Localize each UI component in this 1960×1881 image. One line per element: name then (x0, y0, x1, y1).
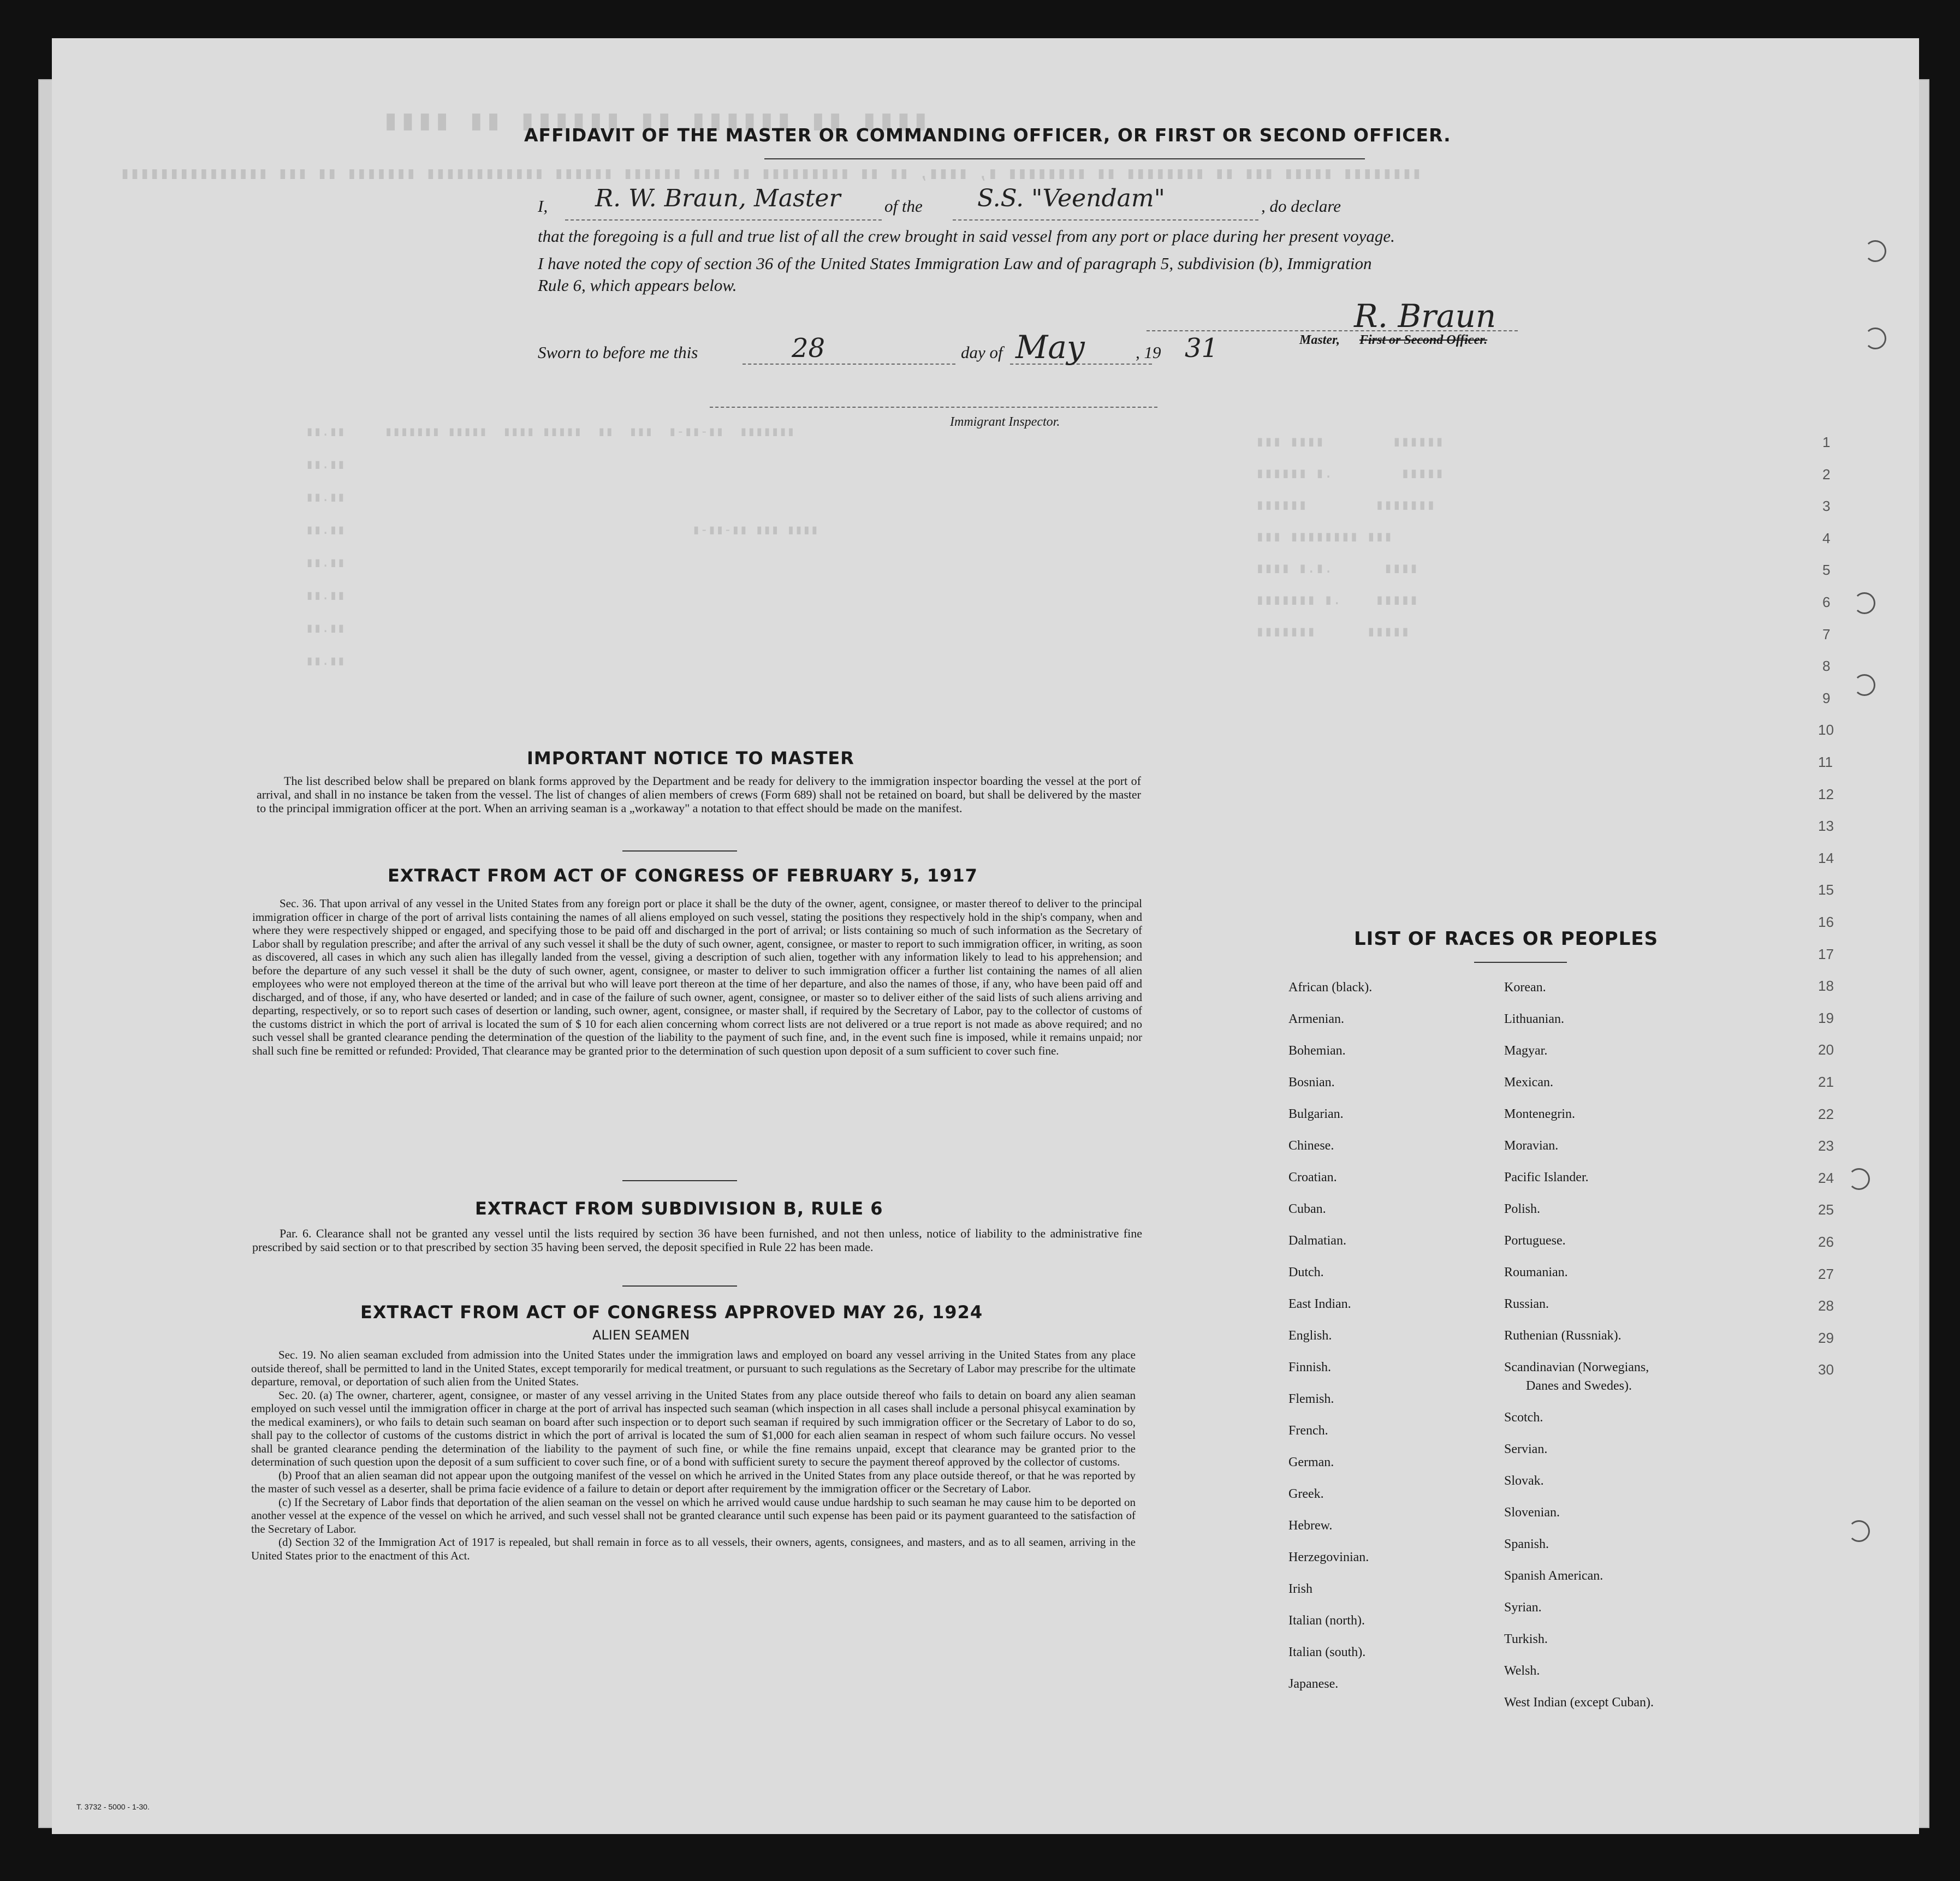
margin-number: 29 (1818, 1329, 1834, 1346)
race-item: Herzegovinian. (1288, 1550, 1369, 1564)
race-item: Slovenian. (1504, 1505, 1560, 1520)
struck-officer-label: First or Second Officer. (1359, 333, 1488, 347)
margin-number: 6 (1822, 594, 1831, 610)
margin-number: 8 (1822, 658, 1831, 675)
race-item: Irish (1288, 1582, 1312, 1596)
margin-number: 15 (1818, 882, 1834, 898)
margin-number: 23 (1818, 1138, 1834, 1154)
sec19-paragraph: Sec. 19. No alien seaman excluded from admission into the United States under the immigration laws and employed on board any vessel arriving in the United States from any place outside thereof, shall be permitted to land in the United States, except temporarily for medical treatment, or pursuant to such regulations as the Secretary of Labor may prescribe for the ultimate departure, removal, or deportation of such alien from the United States. (251, 1348, 1136, 1388)
margin-number: 22 (1818, 1105, 1834, 1122)
affidavit-of-the: of the (884, 197, 923, 216)
race-item: Bohemian. (1288, 1044, 1346, 1058)
sworn-text: Sworn to before me this (538, 343, 698, 362)
races-divider (1474, 962, 1567, 963)
punch-hole (1864, 328, 1886, 349)
race-item: Portuguese. (1504, 1234, 1566, 1248)
margin-number: 25 (1818, 1201, 1834, 1218)
margin-number: 21 (1818, 1074, 1834, 1090)
race-item: Spanish. (1504, 1537, 1549, 1551)
extract-1924-title: EXTRACT FROM ACT OF CONGRESS APPROVED MAY 26, 1924 (360, 1302, 983, 1323)
race-item: Moravian. (1504, 1139, 1559, 1153)
margin-number: 7 (1822, 626, 1831, 642)
race-item: Welsh. (1504, 1664, 1540, 1678)
race-item: Russian. (1504, 1297, 1549, 1311)
race-item: Armenian. (1288, 1012, 1344, 1026)
form-code: T. 3732 - 5000 - 1-30. (76, 1802, 150, 1811)
margin-number: 13 (1818, 818, 1834, 835)
affidavit-title: AFFIDAVIT OF THE MASTER OR COMMANDING OFFICER, OR FIRST OR SECOND OFFICER. (524, 124, 1451, 146)
races-right-column (1504, 972, 1654, 1718)
race-item: Pacific Islander. (1504, 1170, 1589, 1184)
races-left-column (1288, 972, 1372, 1700)
race-item: Lithuanian. (1504, 1012, 1564, 1026)
rule6-divider (622, 1285, 737, 1287)
race-item: Scotch. (1504, 1410, 1543, 1425)
sec36-paragraph: Sec. 36. That upon arrival of any vessel in the United States from any foreign port or place it shall be the duty of the owner, agent, consignee, or master thereof to deliver to the principal immigration officer in charge of the port of arrival lists containing the names of all aliens employed on such vessel, stating the positions they respectively hold in the ship's company, when and where they were respectively shipped or engaged, and specifying those to be paid off and discharged in the port of arrival; or lists containing so much of such information as the Secretary of Labor shall by regulation prescribe; and after the arrival of any such vessel it shall be the duty of such owner, agent, consignee, or master to report to such immigration officer, in writing, as soon as discovered, all cases in which any such alien has illegally landed from the vessel, giving a description of such alien, together with any information likely to lead to his apprehension; and before the departure of any such vessel it shall be the duty of such owner, agent, consignee, or master to deliver to such immigration officer a further list containing the names of all alien employees who were not employed thereon at the time of the arrival but who will leave port thereon at the time of her departure, and also the names of those, if any, who have been paid off and discharged, and of those, if any, who have deserted or landed; and in case of the failure of such owner, agent, consignee, or master so to deliver either of the said lists of such aliens arriving and departing, respectively, or so to report such cases of desertion or landing, such owner, agent, consignee, or master shall, if required by the Secretary of Labor, pay to the collector of customs of the customs district in which the port of arrival is located the sum of $ 10 for each alien concerning whom correct lists are not delivered or a true report is not made as above required; and no such vessel shall be granted clearance pending the determination of the question of the liability to the payment of such fine, and, in the event such fine is imposed, while it remains unpaid; nor shall such fine be remitted or refunded: Provided, That clearance may be granted prior to the determination of such question upon deposit of a sum sufficient to cover such fine. (252, 897, 1142, 1057)
master-name-handwritten: R. W. Braun, Master (595, 184, 841, 212)
race-item: Syrian. (1504, 1600, 1542, 1615)
margin-number: 17 (1818, 945, 1834, 962)
margin-number: 5 (1822, 562, 1831, 579)
race-item: Finnish. (1288, 1360, 1332, 1374)
par6-paragraph: Par. 6. Clearance shall not be granted any vessel until the lists required by section 36 have been furnished, and not then unless, notice of liability to the administrative fine prescribed by said section or to that prescribed by section 35 having been served, the deposit specified in Rule 22 has been made. (252, 1227, 1142, 1254)
race-item: Ruthenian (Russniak). (1504, 1329, 1622, 1343)
race-item: West Indian (except Cuban). (1504, 1695, 1654, 1710)
bleed-through-crew-entries: ▮▮▮ ▮▮▮▮ ▮▮▮▮▮▮ ▮▮▮▮▮▮ ▮. ▮▮▮▮▮ ▮▮▮▮▮▮ ▮▮▮▮▮▮▮ ▮▮▮ ▮▮▮▮▮▮▮▮ ▮▮▮ ▮▮▮▮ ▮.▮. ▮▮▮▮ ▮▮▮▮▮▮▮ ▮. ▮▮▮▮▮ ▮▮▮▮▮▮▮ ▮▮▮▮▮ (1256, 433, 1444, 640)
master-signature: R. Braun (1354, 297, 1496, 335)
race-item: Italian (south). (1288, 1645, 1366, 1659)
margin-number: 11 (1818, 754, 1833, 770)
race-item: Flemish. (1288, 1392, 1334, 1406)
race-item: Korean. (1504, 980, 1546, 995)
race-item: African (black). (1288, 980, 1373, 995)
punch-hole (1854, 592, 1875, 614)
margin-number: 2 (1822, 466, 1831, 483)
day-of-text: day of (961, 343, 1003, 362)
month-handwritten: May (1015, 329, 1085, 366)
race-item: Cuban. (1288, 1202, 1326, 1216)
extract-1917-title: EXTRACT FROM ACT OF CONGRESS OF FEBRUARY 5, 1917 (388, 865, 978, 886)
margin-number: 4 (1822, 529, 1831, 546)
punch-hole (1848, 1168, 1870, 1190)
bleed-through-heading: ▮▮▮▮ ▮▮ ▮▮▮▮▮▮ ▮▮ ▮▮▮▮▮▮ ▮▮ ▮▮▮▮ (382, 104, 929, 136)
race-item: Greek. (1288, 1487, 1324, 1501)
sec20c-paragraph: (c) If the Secretary of Labor finds that deportation of the alien seaman on the vessel on which he arrived would cause undue hardship to such seaman he may cause him to be deported on another vessel at the expence of the vessel on which he arrived, and such vessel shall not be granted clearance until such expense has been paid or its payment guaranteed to the satisfaction of the Secretary of Labor. (251, 1495, 1136, 1535)
extract-1917-body (252, 897, 1142, 1057)
signature-blank-line (1147, 330, 1518, 331)
extract-1917-divider (622, 1180, 737, 1181)
year-handwritten: 31 (1185, 333, 1219, 364)
sec20b-paragraph: (b) Proof that an alien seaman did not appear upon the outgoing manifest of the vessel on which he arrived in the United States from any place outside thereof, or that he was reported by the master of such vessel as a deserter, shall be prima facie evidence of a failure to detain or deport after requirement by the immigration officer or the Secretary of Labor. (251, 1468, 1136, 1495)
margin-number: 10 (1818, 722, 1834, 739)
race-item: Bulgarian. (1288, 1107, 1344, 1121)
day-handwritten: 28 (792, 333, 825, 364)
inspector-blank-line (710, 407, 1157, 408)
rule6-body (252, 1227, 1142, 1254)
affidavit-line-3: I have noted the copy of section 36 of the United States Immigration Law and of paragraph 5, subdivision (b), Immigration (538, 254, 1372, 273)
vessel-blank-line (953, 219, 1258, 221)
extract-1924-body (251, 1348, 1136, 1562)
race-item: East Indian. (1288, 1297, 1351, 1311)
race-item: Turkish. (1504, 1632, 1548, 1646)
day-blank-line (743, 364, 955, 365)
notice-divider (622, 850, 737, 852)
race-item: Bosnian. (1288, 1075, 1335, 1090)
margin-number: 18 (1818, 978, 1834, 995)
race-item: Slovak. (1504, 1474, 1544, 1488)
affidavit-i: I, (538, 197, 548, 216)
race-item: Spanish American. (1504, 1569, 1603, 1583)
punch-hole (1864, 240, 1886, 262)
master-label: Master, (1299, 333, 1340, 347)
margin-number: 26 (1818, 1234, 1834, 1250)
race-item: Hebrew. (1288, 1519, 1333, 1533)
race-item: Magyar. (1504, 1044, 1548, 1058)
notice-title: IMPORTANT NOTICE TO MASTER (527, 748, 854, 769)
race-item: Polish. (1504, 1202, 1541, 1216)
race-item: Danes and Swedes). (1526, 1379, 1632, 1393)
race-item: Mexican. (1504, 1075, 1553, 1090)
vessel-name-handwritten: S.S. "Veendam" (977, 184, 1165, 212)
race-item: Dutch. (1288, 1265, 1324, 1279)
notice-body (257, 774, 1141, 815)
margin-number: 16 (1818, 914, 1834, 930)
bleed-through-columns: ▮▮.▮▮ ▮▮▮▮▮▮▮ ▮▮▮▮▮ ▮▮▮▮ ▮▮▮▮▮ ▮▮ ▮▮▮ ▮-▮▮-▮▮ ▮▮▮▮▮▮▮ ▮▮.▮▮ ▮▮.▮▮ ▮▮.▮▮ ▮-▮▮-▮▮ ▮▮▮ ▮▮▮▮ ▮▮.▮▮ ▮▮.▮▮ ▮▮.▮▮ ▮▮.▮▮ (306, 424, 819, 668)
margin-number: 9 (1822, 689, 1831, 706)
bleed-through-line: ▮▮▮▮▮▮▮▮ ▮▮▮▮▮ ▮▮▮ ▮▮ ▮▮▮▮▮▮▮▮ ▮▮ ▮▮▮▮▮▮▮▮ ▮, ▮▮▮▮, ▮▮ ▮▮ ▮▮▮▮▮▮▮▮▮ ▮▮ ▮▮▮ ▮▮▮▮▮▮ ▮▮▮▮▮▮ ▮▮▮▮▮▮▮▮▮▮▮▮ ▮▮▮▮▮▮▮ ▮▮ ▮▮▮ ▮▮▮▮▮▮▮▮▮▮▮▮▮▮▮ (120, 164, 1422, 183)
alien-seamen-subtitle: ALIEN SEAMEN (592, 1328, 690, 1343)
race-item: Montenegrin. (1504, 1107, 1575, 1121)
margin-number: 19 (1818, 1009, 1834, 1026)
margin-number: 14 (1818, 849, 1834, 866)
title-underline (764, 158, 1365, 159)
affidavit-line-2: that the foregoing is a full and true list of all the crew brought in said vessel from any port or place during her present voyage. (538, 227, 1395, 246)
race-item: English. (1288, 1329, 1332, 1343)
race-item: Scandinavian (Norwegians, (1504, 1360, 1649, 1374)
race-item: Italian (north). (1288, 1614, 1365, 1628)
margin-number: 28 (1818, 1297, 1834, 1314)
affidavit-do-declare: , do declare (1261, 197, 1341, 216)
name-blank-line (565, 219, 882, 221)
race-item: Japanese. (1288, 1677, 1339, 1691)
race-item: Roumanian. (1504, 1265, 1568, 1279)
margin-number: 12 (1818, 785, 1834, 802)
margin-number: 27 (1818, 1265, 1834, 1282)
race-item: Servian. (1504, 1442, 1548, 1456)
race-item: Dalmatian. (1288, 1234, 1346, 1248)
rule6-title: EXTRACT FROM SUBDIVISION B, RULE 6 (475, 1198, 883, 1219)
sec20a-paragraph: Sec. 20. (a) The owner, charterer, agent, consignee, or master of any vessel arriving in the United States from any place outside thereof who fails to detain on board any alien seaman employed on such vessel until the immigration officer in charge at the port of arrival has inspected such seaman (which inspection in all cases shall include a personal phisycal examination by the medical examiners), or who fails to detain such seaman on board after such inspection or to deport such seaman if required by such immigration officer or the Secretary of Labor to do so, shall pay to the collector of customs of the customs district in which the port of arrival is located the sum of $1,000 for each alien seaman in respect of whom such failure occurs. No vessel shall be granted clearance pending the determination of the liability to the payment of such fine, or while the fine remains unpaid, except that clearance may be granted prior to the determination of such question upon the deposit of a sum sufficient to cover such fine, or of a bond with sufficient surety to secure the payment thereof approved by the collector of customs. (251, 1388, 1136, 1468)
margin-number: 3 (1822, 498, 1831, 515)
races-title: LIST OF RACES OR PEOPLES (1354, 928, 1659, 950)
sec20d-paragraph: (d) Section 32 of the Immigration Act of 1917 is repealed, but shall remain in force as to all vessels, their owners, agents, consignees, and masters, and as to all seamen, arriving in the United States prior to the enactment of this Act. (251, 1535, 1136, 1562)
margin-number: 1 (1822, 434, 1831, 450)
notice-paragraph: The list described below shall be prepared on blank forms approved by the Department and be ready for delivery to the immigration inspector boarding the vessel at the port of arrival, and shall in no instance be taken from the vessel. The list of changes of alien members of crews (Form 689) shall not be retained on board, but shall be delivered by the master to the principal immigration officer at the port. When an arriving seaman is a „workaway" a notation to that effect should be made on the manifest. (257, 774, 1141, 815)
margin-number: 30 (1818, 1361, 1834, 1378)
inspector-label: Immigrant Inspector. (950, 415, 1060, 429)
margin-number: 24 (1818, 1169, 1834, 1186)
race-item: Croatian. (1288, 1170, 1337, 1184)
race-item: German. (1288, 1455, 1334, 1469)
year-prefix: , 19 (1136, 343, 1161, 362)
punch-hole (1854, 674, 1875, 696)
affidavit-line-4: Rule 6, which appears below. (538, 276, 737, 295)
race-item: French. (1288, 1424, 1328, 1438)
punch-hole (1848, 1520, 1870, 1542)
race-item: Chinese. (1288, 1139, 1334, 1153)
margin-number: 20 (1818, 1041, 1834, 1058)
